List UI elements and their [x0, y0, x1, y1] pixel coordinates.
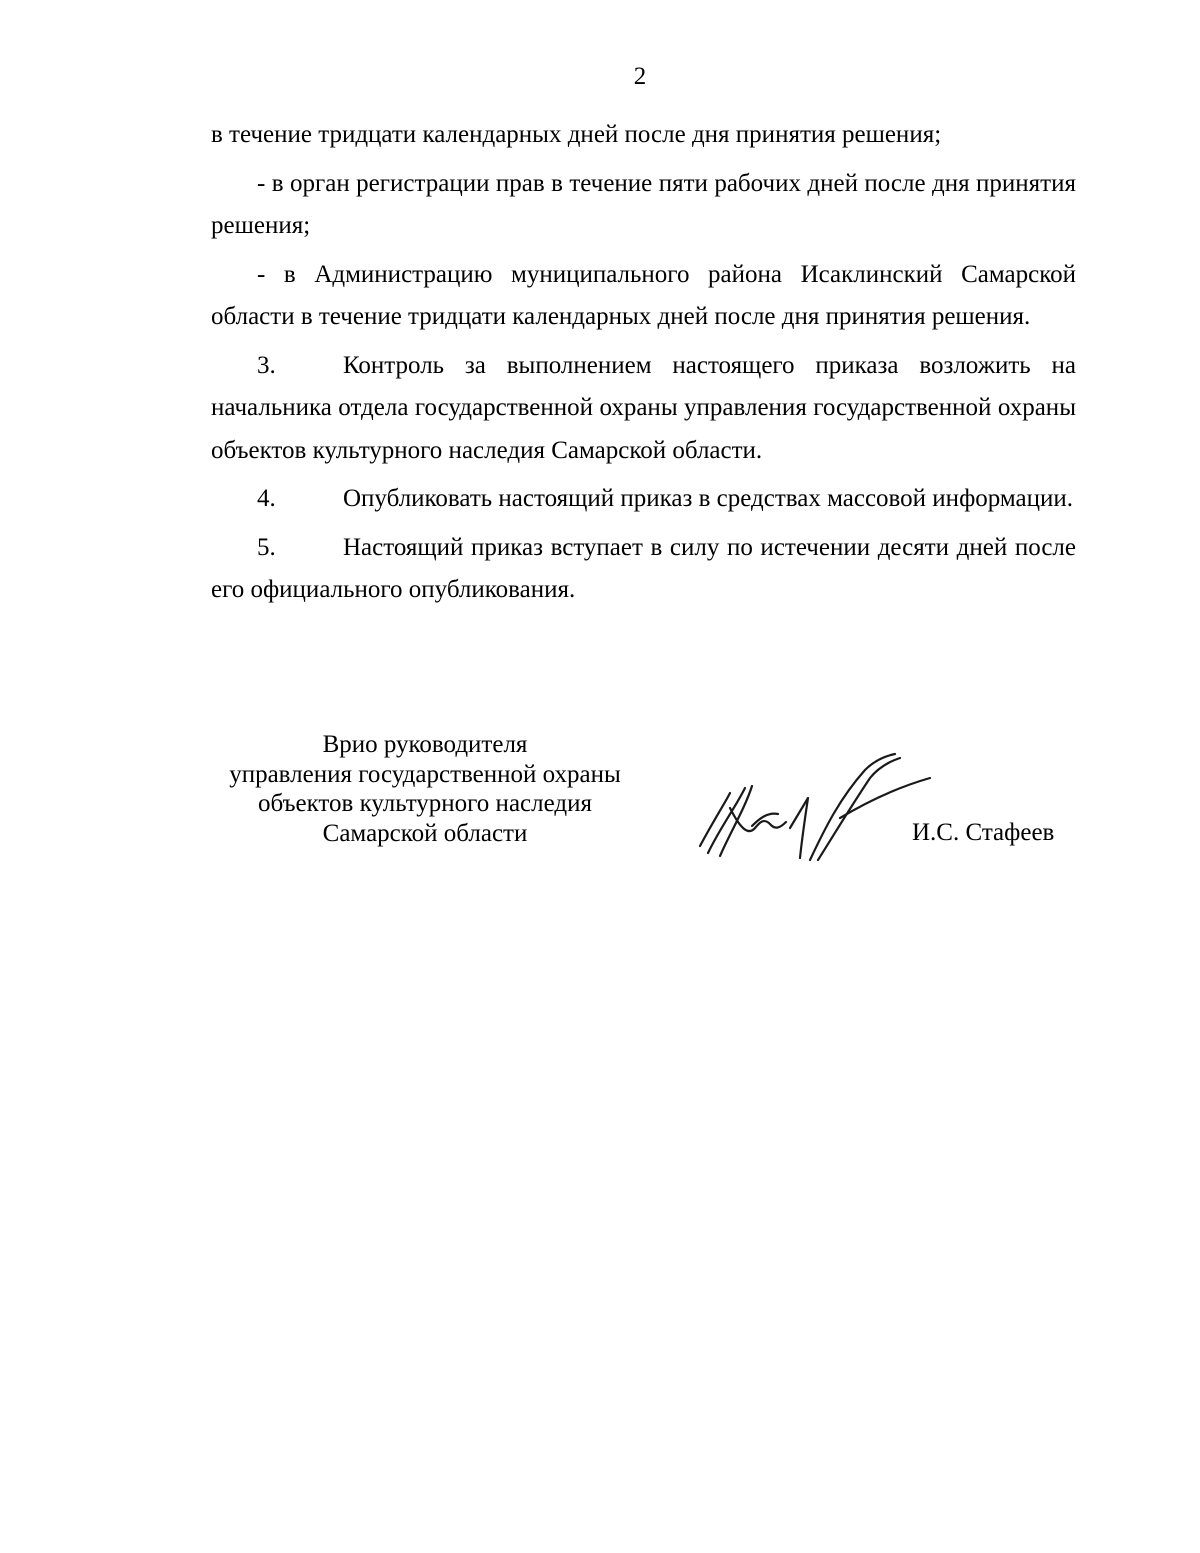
item-text: Опубликовать настоящий приказ в средствах массовой информации. — [343, 485, 1074, 512]
item-number: 3. — [257, 351, 276, 379]
signer-name: И.С. Стафеев — [912, 819, 1055, 846]
page-number: 2 — [633, 63, 647, 90]
signer-title-line: управления государственной охраны — [229, 760, 621, 788]
item-number: 5. — [257, 533, 276, 561]
numbered-item-5 — [211, 527, 1076, 612]
signer-title-line: Самарской области — [322, 819, 528, 847]
numbered-item-4 — [211, 478, 1076, 521]
item-text: Настоящий приказ вступает в силу по истечении десяти дней после его официального опубликования. — [211, 533, 1076, 603]
item-number: 4. — [257, 485, 276, 512]
numbered-item-3 — [211, 345, 1076, 473]
signer-title-line: Врио руководителя — [322, 731, 528, 758]
paragraph-administration: - в Администрацию муниципального района Исаклинский Самарской области в течение тридцати календарных дней после дня принятия решения. — [211, 260, 1076, 330]
item-text: Контроль за выполнением настоящего приказа возложить на начальника отдела государственной охраны управления государственной охраны объектов культурного наследия Самарской области. — [211, 351, 1076, 464]
paragraph-registration-office: - в орган регистрации прав в течение пяти рабочих дней после дня принятия решения; — [211, 169, 1076, 239]
paragraph-continuation: в течение тридцати календарных дней после дня принятия решения; — [211, 121, 942, 148]
document-body — [211, 114, 1076, 612]
signer-title — [210, 730, 640, 848]
signer-title-line: объектов культурного наследия — [258, 790, 592, 817]
handwritten-signature — [690, 748, 940, 868]
